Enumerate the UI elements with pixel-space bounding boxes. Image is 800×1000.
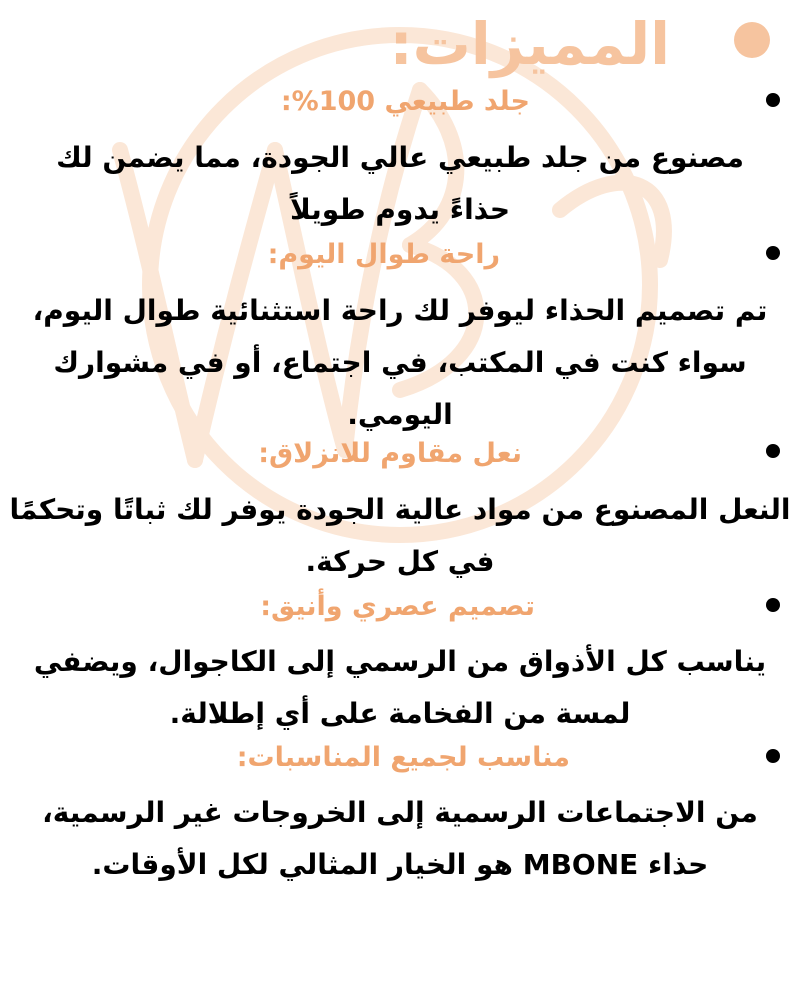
feature-title: تصميم عصري وأنيق: xyxy=(260,591,535,622)
bullet-icon xyxy=(766,246,780,260)
page-title: المميزات: xyxy=(389,10,670,78)
feature-title: جلد طبيعي 100%: xyxy=(280,86,530,117)
feature-description: النعل المصنوع من مواد عالية الجودة يوفر لك ثباتًا وتحكمًا في كل حركة. xyxy=(9,493,791,578)
feature-description: مصنوع من جلد طبيعي عالي الجودة، مما يضمن لك حذاءً يدوم طويلاً xyxy=(56,141,744,226)
feature-title: مناسب لجميع المناسبات: xyxy=(236,742,570,773)
bullet-icon xyxy=(766,444,780,458)
heading-bullet-icon xyxy=(734,22,770,58)
bullet-icon xyxy=(766,93,780,107)
feature-description: من الاجتماعات الرسمية إلى الخروجات غير الرسمية، حذاء MBONE هو الخيار المثالي لكل الأوقات. xyxy=(42,796,758,881)
bullet-icon xyxy=(766,598,780,612)
feature-description: تم تصميم الحذاء ليوفر لك راحة استثنائية طوال اليوم، سواء كنت في المكتب، في اجتماع، أو في مشوارك اليومي. xyxy=(32,294,768,431)
feature-title: راحة طوال اليوم: xyxy=(267,239,500,270)
feature-description: يناسب كل الأذواق من الرسمي إلى الكاجوال، ويضفي لمسة من الفخامة على أي إطلالة. xyxy=(33,645,767,730)
bullet-icon xyxy=(766,749,780,763)
feature-title: نعل مقاوم للانزلاق: xyxy=(258,438,522,469)
